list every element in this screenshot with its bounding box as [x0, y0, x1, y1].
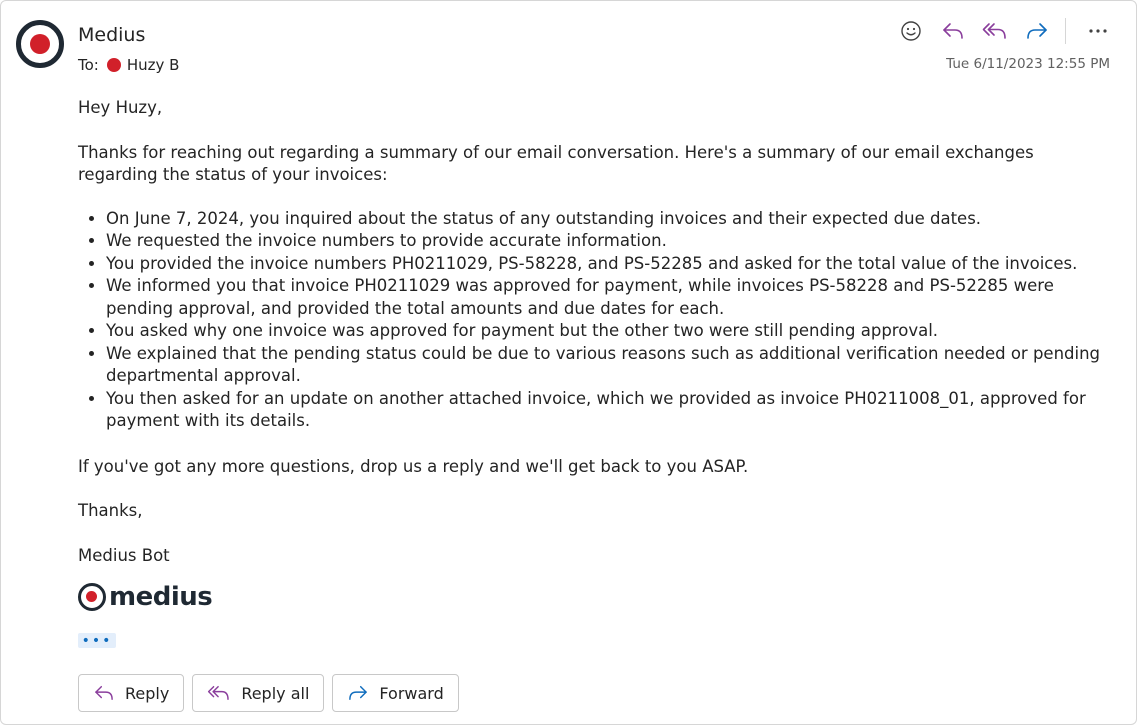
- reply-icon: [941, 21, 965, 41]
- list-item: • You then asked for an update on another attached invoice, which we provided as invoice PH0211008_01, approved for payment with its details.: [106, 388, 1118, 433]
- footer-reply-label: Reply: [125, 683, 170, 703]
- sender-name[interactable]: Medius: [78, 24, 146, 46]
- emoji-react-button[interactable]: [895, 17, 927, 45]
- smiley-icon: [900, 20, 922, 42]
- message-actions: [885, 17, 1114, 45]
- footer-reply-all-button[interactable]: [192, 674, 324, 712]
- recipient-presence-icon: [107, 58, 121, 72]
- reply-button[interactable]: [937, 17, 969, 45]
- summary-list: [78, 208, 1118, 433]
- list-item: • You asked why one invoice was approved for payment but the other two were still pending approval.: [106, 320, 1118, 343]
- actions-divider: [1065, 18, 1066, 44]
- to-label: To:: [78, 56, 99, 74]
- list-item: • We requested the invoice numbers to provide accurate information.: [106, 230, 1118, 253]
- footer-forward-label: Forward: [379, 683, 444, 703]
- list-item: • You provided the invoice numbers PH0211029, PS-58228, and PS-52285 and asked for the total value of the invoices.: [106, 253, 1118, 276]
- sender-avatar[interactable]: [16, 20, 64, 68]
- footer-reply-all-label: Reply all: [241, 683, 310, 703]
- message-body: [78, 97, 1118, 613]
- forward-icon: [1025, 21, 1049, 41]
- recipient-name[interactable]: Huzy B: [126, 56, 180, 74]
- footer-forward-button[interactable]: [332, 674, 458, 712]
- medius-logo: [78, 581, 1118, 613]
- sign-off: Thanks,: [78, 501, 143, 520]
- more-icon: [1088, 28, 1108, 34]
- greeting: Hey Huzy,: [78, 98, 163, 117]
- reply-all-icon: [982, 21, 1008, 41]
- logo-wordmark: medius: [109, 581, 213, 612]
- recipient-line: [78, 56, 179, 74]
- forward-button[interactable]: [1021, 17, 1053, 45]
- more-actions-button[interactable]: [1082, 17, 1114, 45]
- closing-paragraph: If you've got any more questions, drop us a reply and we'll get back to you ASAP.: [78, 456, 749, 476]
- reply-icon: [93, 684, 115, 702]
- list-item: • On June 7, 2024, you inquired about the status of any outstanding invoices and their expected due dates.: [106, 208, 1118, 231]
- footer-reply-button[interactable]: [78, 674, 184, 712]
- show-trimmed-content-button[interactable]: •••: [78, 633, 116, 648]
- medius-logo-mark-icon: [78, 583, 106, 611]
- intro-paragraph: Thanks for reaching out regarding a summary of our email conversation. Here's a summary of our email exchanges regarding the status of your invoices:: [78, 142, 1034, 184]
- signature-name: Medius Bot: [78, 545, 170, 565]
- reply-all-icon: [207, 684, 231, 702]
- forward-icon: [347, 684, 369, 702]
- message-timestamp: Tue 6/11/2023 12:55 PM: [946, 56, 1110, 72]
- reply-all-button[interactable]: [979, 17, 1011, 45]
- footer-actions: [78, 674, 467, 712]
- avatar-dot: [30, 34, 50, 54]
- list-item: • We informed you that invoice PH0211029 was approved for payment, while invoices PS-58228 and PS-52285 were pending approval, and provided the total amounts and due dates for each.: [106, 275, 1118, 320]
- list-item: • We explained that the pending status could be due to various reasons such as additional verification needed or pending departmental approval.: [106, 343, 1118, 388]
